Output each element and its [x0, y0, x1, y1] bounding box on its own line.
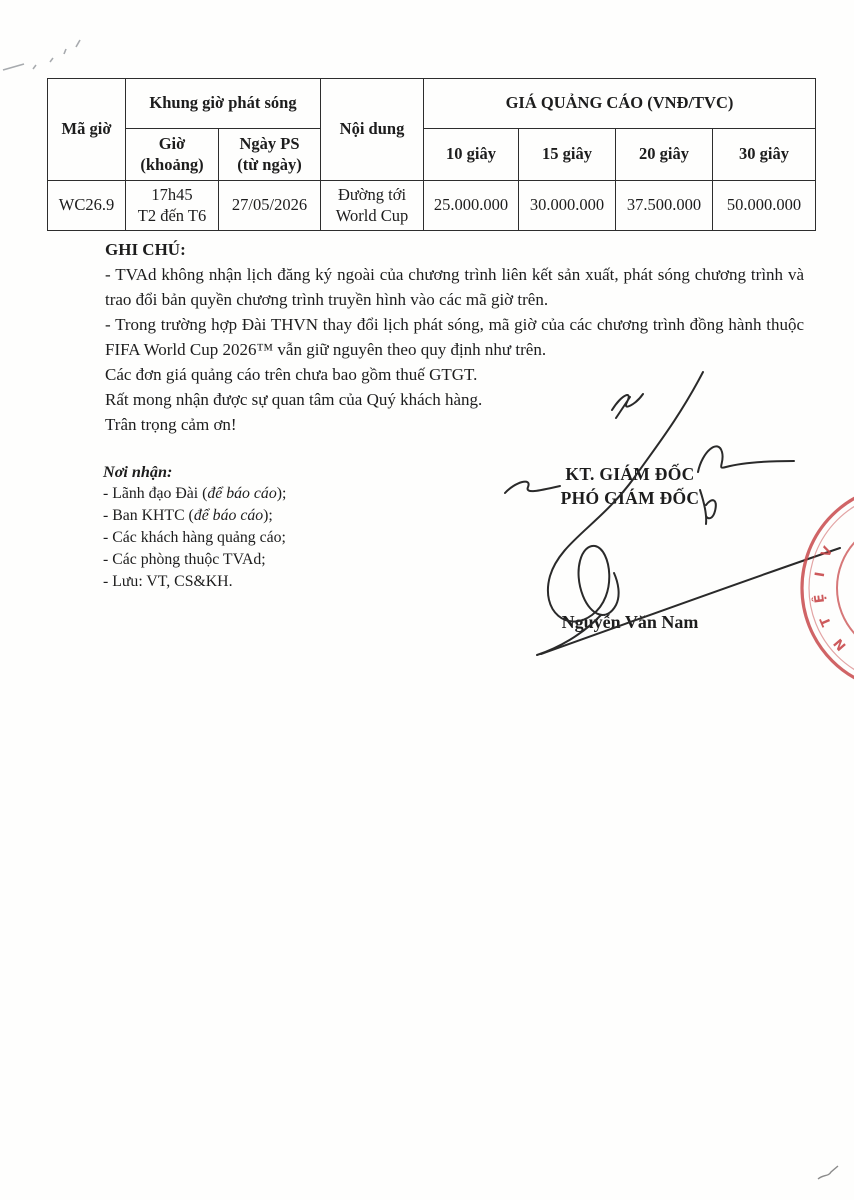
recipient-text: ); [276, 485, 287, 502]
recipient-item [103, 571, 403, 593]
cell-gio [126, 181, 219, 231]
svg-text:T: T [817, 614, 835, 629]
cell-noi-dung [321, 181, 424, 231]
col-header-ngay-ps [219, 129, 321, 181]
col-header-30s: 30 giây [713, 129, 816, 181]
signatory-name: Nguyễn Văn Nam [561, 612, 699, 632]
note-line: Rất mong nhận được sự quan tâm của Quý khách hàng. [105, 390, 483, 409]
recipients-heading: Nơi nhận: [103, 463, 173, 481]
cell-line: World Cup [335, 205, 409, 225]
recipient-italic: để báo cáo [193, 507, 264, 524]
recipient-text: ); [263, 507, 273, 524]
cell-price-10s: 25.000.000 [424, 181, 519, 231]
header-line: (từ ngày) [237, 154, 302, 174]
scan-artifact-bottom [818, 1166, 838, 1179]
recipient-item [103, 527, 403, 549]
note-line: Trân trọng cảm ơn! [105, 415, 237, 434]
note-bullet: - TVAd không nhận lịch đăng ký ngoài của chương trình liên kết sản xuất, phát sóng chương trình và trao đổi bản quyền chương trình truyền hình vào các mã giờ trên. [105, 265, 804, 309]
note-bullet: - Trong trường hợp Đài THVN thay đổi lịch phát sóng, mã giờ của các chương trình đồng hành thuộc FIFA World Cup 2026™ vẫn giữ nguyên theo quy định như trên. [105, 315, 804, 359]
cell-ma-gio: WC26.9 [48, 181, 126, 231]
svg-text:V: V [818, 544, 837, 560]
signature-title-line1: KT. GIÁM ĐỐC [565, 464, 695, 484]
red-official-stamp [802, 485, 854, 691]
header-line: Giờ [158, 134, 186, 154]
col-header-ma-gio: Mã giờ [48, 79, 126, 181]
cell-price-20s: 37.500.000 [616, 181, 713, 231]
recipient-text: - Lưu: VT, CS&KH. [103, 573, 233, 590]
signature-title [525, 462, 735, 510]
cell-line: Đường tới [337, 185, 407, 205]
header-line: Ngày PS [239, 134, 300, 154]
cell-price-15s: 30.000.000 [519, 181, 616, 231]
cell-line: 17h45 [151, 185, 193, 205]
col-header-15s: 15 giây [519, 129, 616, 181]
col-header-gia-quang-cao: GIÁ QUẢNG CÁO (VNĐ/TVC) [424, 79, 816, 129]
recipient-text: - Các phòng thuộc TVAd; [103, 551, 266, 568]
col-header-gio-khoang [126, 129, 219, 181]
signature-title-line2: PHÓ GIÁM ĐỐC [560, 488, 700, 508]
svg-text:I: I [812, 571, 829, 579]
ad-rate-table [47, 78, 816, 231]
recipient-text: - Ban KHTC ( [103, 507, 194, 524]
recipient-item [103, 505, 403, 527]
svg-text:N: N [831, 635, 850, 654]
svg-text:Ệ: Ệ [812, 593, 829, 604]
notes-section [105, 237, 804, 437]
col-header-10s: 10 giây [424, 129, 519, 181]
col-header-noi-dung: Nội dung [321, 79, 424, 181]
recipient-text: - Các khách hàng quảng cáo; [103, 529, 286, 546]
notes-heading: GHI CHÚ: [105, 240, 186, 259]
col-header-20s: 20 giây [616, 129, 713, 181]
recipient-italic: để báo cáo [207, 485, 277, 502]
table-row [48, 181, 816, 231]
recipient-text: - Lãnh đạo Đài ( [103, 485, 208, 502]
header-line: (khoảng) [140, 154, 204, 174]
cell-ngay-ps: 27/05/2026 [219, 181, 321, 231]
recipients-section [103, 461, 403, 593]
col-header-khung-gio: Khung giờ phát sóng [126, 79, 321, 129]
cell-line: T2 đến T6 [137, 205, 207, 225]
recipient-item [103, 483, 403, 505]
stamp-text [811, 544, 849, 653]
note-line: Các đơn giá quảng cáo trên chưa bao gồm thuế GTGT. [105, 365, 478, 384]
signature-line-to-stamp [541, 548, 840, 654]
recipient-item [103, 549, 403, 571]
scan-artifact-marks [3, 40, 80, 70]
cell-price-30s: 50.000.000 [713, 181, 816, 231]
